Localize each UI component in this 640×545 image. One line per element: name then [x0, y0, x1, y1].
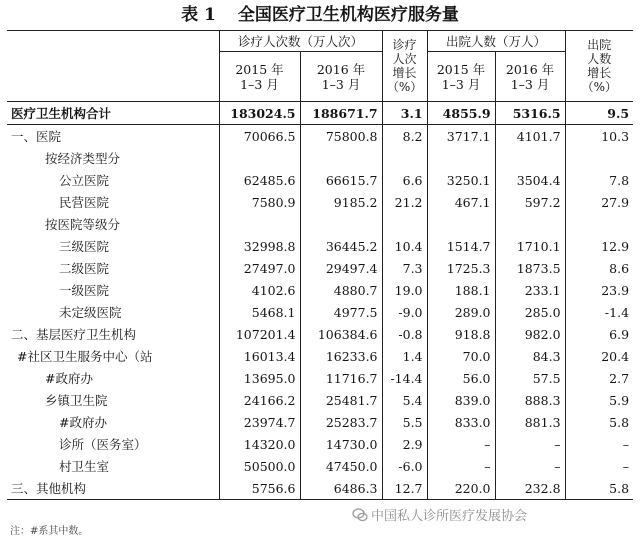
row-label: 乡镇卫生院 — [45, 393, 108, 408]
header-discharge-group: 出院人数（万人） — [427, 31, 565, 52]
cell-discharge-2015: 56.0 — [427, 367, 495, 389]
watermark — [352, 505, 527, 524]
cell-discharge-2016: 982.0 — [495, 323, 565, 345]
cell-visits-growth: 10.4 — [382, 235, 427, 257]
cell-discharge-2016: 57.5 — [495, 367, 565, 389]
cell-visits-2016: 75800.8 — [300, 125, 382, 148]
cell-visits-2016: 6486.3 — [300, 477, 382, 500]
cell-discharge-2015: 467.1 — [427, 191, 495, 213]
table-title-text: 全国医疗卫生机构医疗服务量 — [237, 5, 459, 25]
cell-discharge-2015: 1514.7 — [427, 235, 495, 257]
cell-discharge-2015: – — [427, 433, 495, 455]
cell-discharge-growth: 5.9 — [565, 389, 633, 411]
row-label: #政府办 — [45, 371, 93, 386]
table-number: 表 1 — [181, 5, 216, 25]
header-visits-2015: 2015 年 1–3 月 — [219, 52, 300, 102]
cell-discharge-2016: 597.2 — [495, 191, 565, 213]
cell-visits-2016: 16233.6 — [300, 345, 382, 367]
table-row — [7, 345, 633, 367]
cell-discharge-2016: 3504.4 — [495, 169, 565, 191]
cell-visits-2015: 23974.7 — [219, 411, 300, 433]
cell-discharge-2016: – — [495, 455, 565, 477]
cell-visits-2015: 32998.8 — [219, 235, 300, 257]
table-row — [7, 235, 633, 257]
table-title — [0, 2, 640, 28]
table-row — [7, 102, 633, 125]
cell-discharge-2016: 285.0 — [495, 301, 565, 323]
table-row — [7, 411, 633, 433]
table-row — [7, 125, 633, 148]
cell-visits-2015: 5468.1 — [219, 301, 300, 323]
cell-visits-2015: 14320.0 — [219, 433, 300, 455]
cell-discharge-growth: 8.6 — [565, 257, 633, 279]
header-discharge-2015: 2015 年 1–3 月 — [427, 52, 495, 102]
cell-visits-growth: 8.2 — [382, 125, 427, 148]
table-row — [7, 301, 633, 323]
table-row — [7, 389, 633, 411]
cell-discharge-2015: 839.0 — [427, 389, 495, 411]
row-label: 村卫生室 — [59, 459, 110, 474]
row-label: 按经济类型分 — [45, 151, 121, 166]
cell-discharge-2015: 1725.3 — [427, 257, 495, 279]
table-row — [7, 367, 633, 389]
watermark-text: 中国私人诊所医疗发展协会 — [371, 509, 528, 524]
cell-discharge-growth: 23.9 — [565, 279, 633, 301]
cell-visits-2016: 25283.7 — [300, 411, 382, 433]
cell-discharge-2016: 84.3 — [495, 345, 565, 367]
row-label: 医疗卫生机构合计 — [7, 102, 219, 125]
table-row — [7, 455, 633, 477]
cell-visits-2015 — [219, 213, 300, 235]
header-discharge-growth: 出院 人数 增长 （%） — [565, 31, 633, 102]
row-label: 按医院等级分 — [45, 217, 121, 232]
table-row — [7, 257, 633, 279]
cell-visits-2015: 4102.6 — [219, 279, 300, 301]
cell-discharge-2015: – — [427, 455, 495, 477]
row-label: 未定级医院 — [59, 305, 122, 320]
cell-discharge-2015: 4855.9 — [427, 102, 495, 125]
cell-visits-growth: 19.0 — [382, 279, 427, 301]
row-label: 三级医院 — [59, 239, 110, 254]
cell-discharge-2015: 3250.1 — [427, 169, 495, 191]
cell-visits-growth: -0.8 — [382, 323, 427, 345]
cell-discharge-growth: 7.8 — [565, 169, 633, 191]
cell-discharge-growth: -1.4 — [565, 301, 633, 323]
cell-visits-2016: 29497.4 — [300, 257, 382, 279]
cell-visits-2016: 4880.7 — [300, 279, 382, 301]
cell-visits-2015: 13695.0 — [219, 367, 300, 389]
row-label: 一、医院 — [11, 129, 62, 144]
cell-visits-2015: 70066.5 — [219, 125, 300, 148]
table-row — [7, 279, 633, 301]
cell-discharge-growth: 9.5 — [565, 102, 633, 125]
cell-visits-growth: 12.7 — [382, 477, 427, 500]
cell-visits-growth: -14.4 — [382, 367, 427, 389]
table-body — [7, 102, 633, 500]
cell-discharge-growth — [565, 213, 633, 235]
cell-visits-2015: 50500.0 — [219, 455, 300, 477]
cell-visits-2015: 5756.6 — [219, 477, 300, 500]
cell-discharge-growth: 6.9 — [565, 323, 633, 345]
cell-visits-2016 — [300, 213, 382, 235]
cell-visits-growth: 1.4 — [382, 345, 427, 367]
row-label: 公立医院 — [59, 173, 110, 188]
cell-visits-growth: -9.0 — [382, 301, 427, 323]
table-row — [7, 323, 633, 345]
cell-discharge-growth: 20.4 — [565, 345, 633, 367]
row-label: 二级医院 — [59, 261, 110, 276]
cell-discharge-2016: 5316.5 — [495, 102, 565, 125]
cell-visits-2016: 25481.7 — [300, 389, 382, 411]
cell-discharge-2016: 888.3 — [495, 389, 565, 411]
cell-discharge-2016: 233.1 — [495, 279, 565, 301]
cell-discharge-2015: 70.0 — [427, 345, 495, 367]
table-row — [7, 191, 633, 213]
cell-discharge-growth: 5.8 — [565, 411, 633, 433]
cell-discharge-growth: 12.9 — [565, 235, 633, 257]
row-label: 二、基层医疗卫生机构 — [11, 327, 137, 342]
header-visits-growth: 诊疗 人次 增长 （%） — [382, 31, 427, 102]
cell-discharge-2016: 881.3 — [495, 411, 565, 433]
cell-visits-2015: 183024.5 — [219, 102, 300, 125]
cell-discharge-2016: 232.8 — [495, 477, 565, 500]
cell-visits-2016 — [300, 147, 382, 169]
header-blank — [7, 31, 219, 102]
cell-discharge-2015: 188.1 — [427, 279, 495, 301]
cell-visits-2015: 62485.6 — [219, 169, 300, 191]
cell-visits-2015: 27497.0 — [219, 257, 300, 279]
row-label: 一级医院 — [59, 283, 110, 298]
cell-visits-2016: 14730.0 — [300, 433, 382, 455]
header-discharge-2016: 2016 年 1–3 月 — [495, 52, 565, 102]
cell-discharge-2015 — [427, 213, 495, 235]
cell-visits-2015: 107201.4 — [219, 323, 300, 345]
cell-discharge-2016: 4101.7 — [495, 125, 565, 148]
row-label: 诊所（医务室） — [59, 437, 147, 452]
cell-visits-2016: 188671.7 — [300, 102, 382, 125]
table-row — [7, 147, 633, 169]
cell-discharge-growth: – — [565, 433, 633, 455]
header-visits-group: 诊疗人次数（万人次） — [219, 31, 382, 52]
cell-discharge-growth: – — [565, 455, 633, 477]
cell-visits-2016: 47450.0 — [300, 455, 382, 477]
cell-visits-2016: 9185.2 — [300, 191, 382, 213]
cell-discharge-2015: 918.8 — [427, 323, 495, 345]
cell-visits-growth: 5.5 — [382, 411, 427, 433]
cell-discharge-2015: 833.0 — [427, 411, 495, 433]
cell-discharge-growth: 10.3 — [565, 125, 633, 148]
cell-discharge-growth: 2.7 — [565, 367, 633, 389]
footnote: 注：#系其中数。 — [10, 526, 89, 537]
table-row — [7, 213, 633, 235]
cell-visits-growth: 7.3 — [382, 257, 427, 279]
cell-discharge-2015: 220.0 — [427, 477, 495, 500]
row-label: 民营医院 — [59, 195, 110, 210]
cell-visits-growth: 21.2 — [382, 191, 427, 213]
row-label: #政府办 — [59, 415, 107, 430]
cell-visits-growth — [382, 147, 427, 169]
cell-visits-2016: 106384.6 — [300, 323, 382, 345]
cell-discharge-2016 — [495, 213, 565, 235]
cell-discharge-growth: 5.8 — [565, 477, 633, 500]
cell-visits-growth: 5.4 — [382, 389, 427, 411]
table-row — [7, 433, 633, 455]
cell-visits-2016: 66615.7 — [300, 169, 382, 191]
cell-discharge-2016 — [495, 147, 565, 169]
table-row — [7, 477, 633, 500]
cell-visits-growth: 3.1 — [382, 102, 427, 125]
table-row — [7, 169, 633, 191]
cell-visits-2015: 16013.4 — [219, 345, 300, 367]
cell-discharge-2016: 1873.5 — [495, 257, 565, 279]
cell-visits-2015: 7580.9 — [219, 191, 300, 213]
cell-visits-2015: 24166.2 — [219, 389, 300, 411]
wechat-icon — [352, 507, 368, 523]
cell-visits-2016: 4977.5 — [300, 301, 382, 323]
cell-visits-2015 — [219, 147, 300, 169]
cell-visits-growth: 2.9 — [382, 433, 427, 455]
row-label: 三、其他机构 — [7, 477, 219, 500]
cell-discharge-2015: 289.0 — [427, 301, 495, 323]
cell-visits-growth: 6.6 — [382, 169, 427, 191]
cell-discharge-2016: 1710.1 — [495, 235, 565, 257]
cell-visits-2016: 11716.7 — [300, 367, 382, 389]
header-visits-2016: 2016 年 1–3 月 — [300, 52, 382, 102]
cell-discharge-2016: – — [495, 433, 565, 455]
cell-visits-growth — [382, 213, 427, 235]
cell-discharge-growth — [565, 147, 633, 169]
row-label: #社区卫生服务中心（站 — [17, 349, 153, 364]
cell-visits-growth: -6.0 — [382, 455, 427, 477]
cell-discharge-2015: 3717.1 — [427, 125, 495, 148]
cell-discharge-growth: 27.9 — [565, 191, 633, 213]
cell-visits-2016: 36445.2 — [300, 235, 382, 257]
cell-discharge-2015 — [427, 147, 495, 169]
medical-service-table — [7, 30, 633, 500]
